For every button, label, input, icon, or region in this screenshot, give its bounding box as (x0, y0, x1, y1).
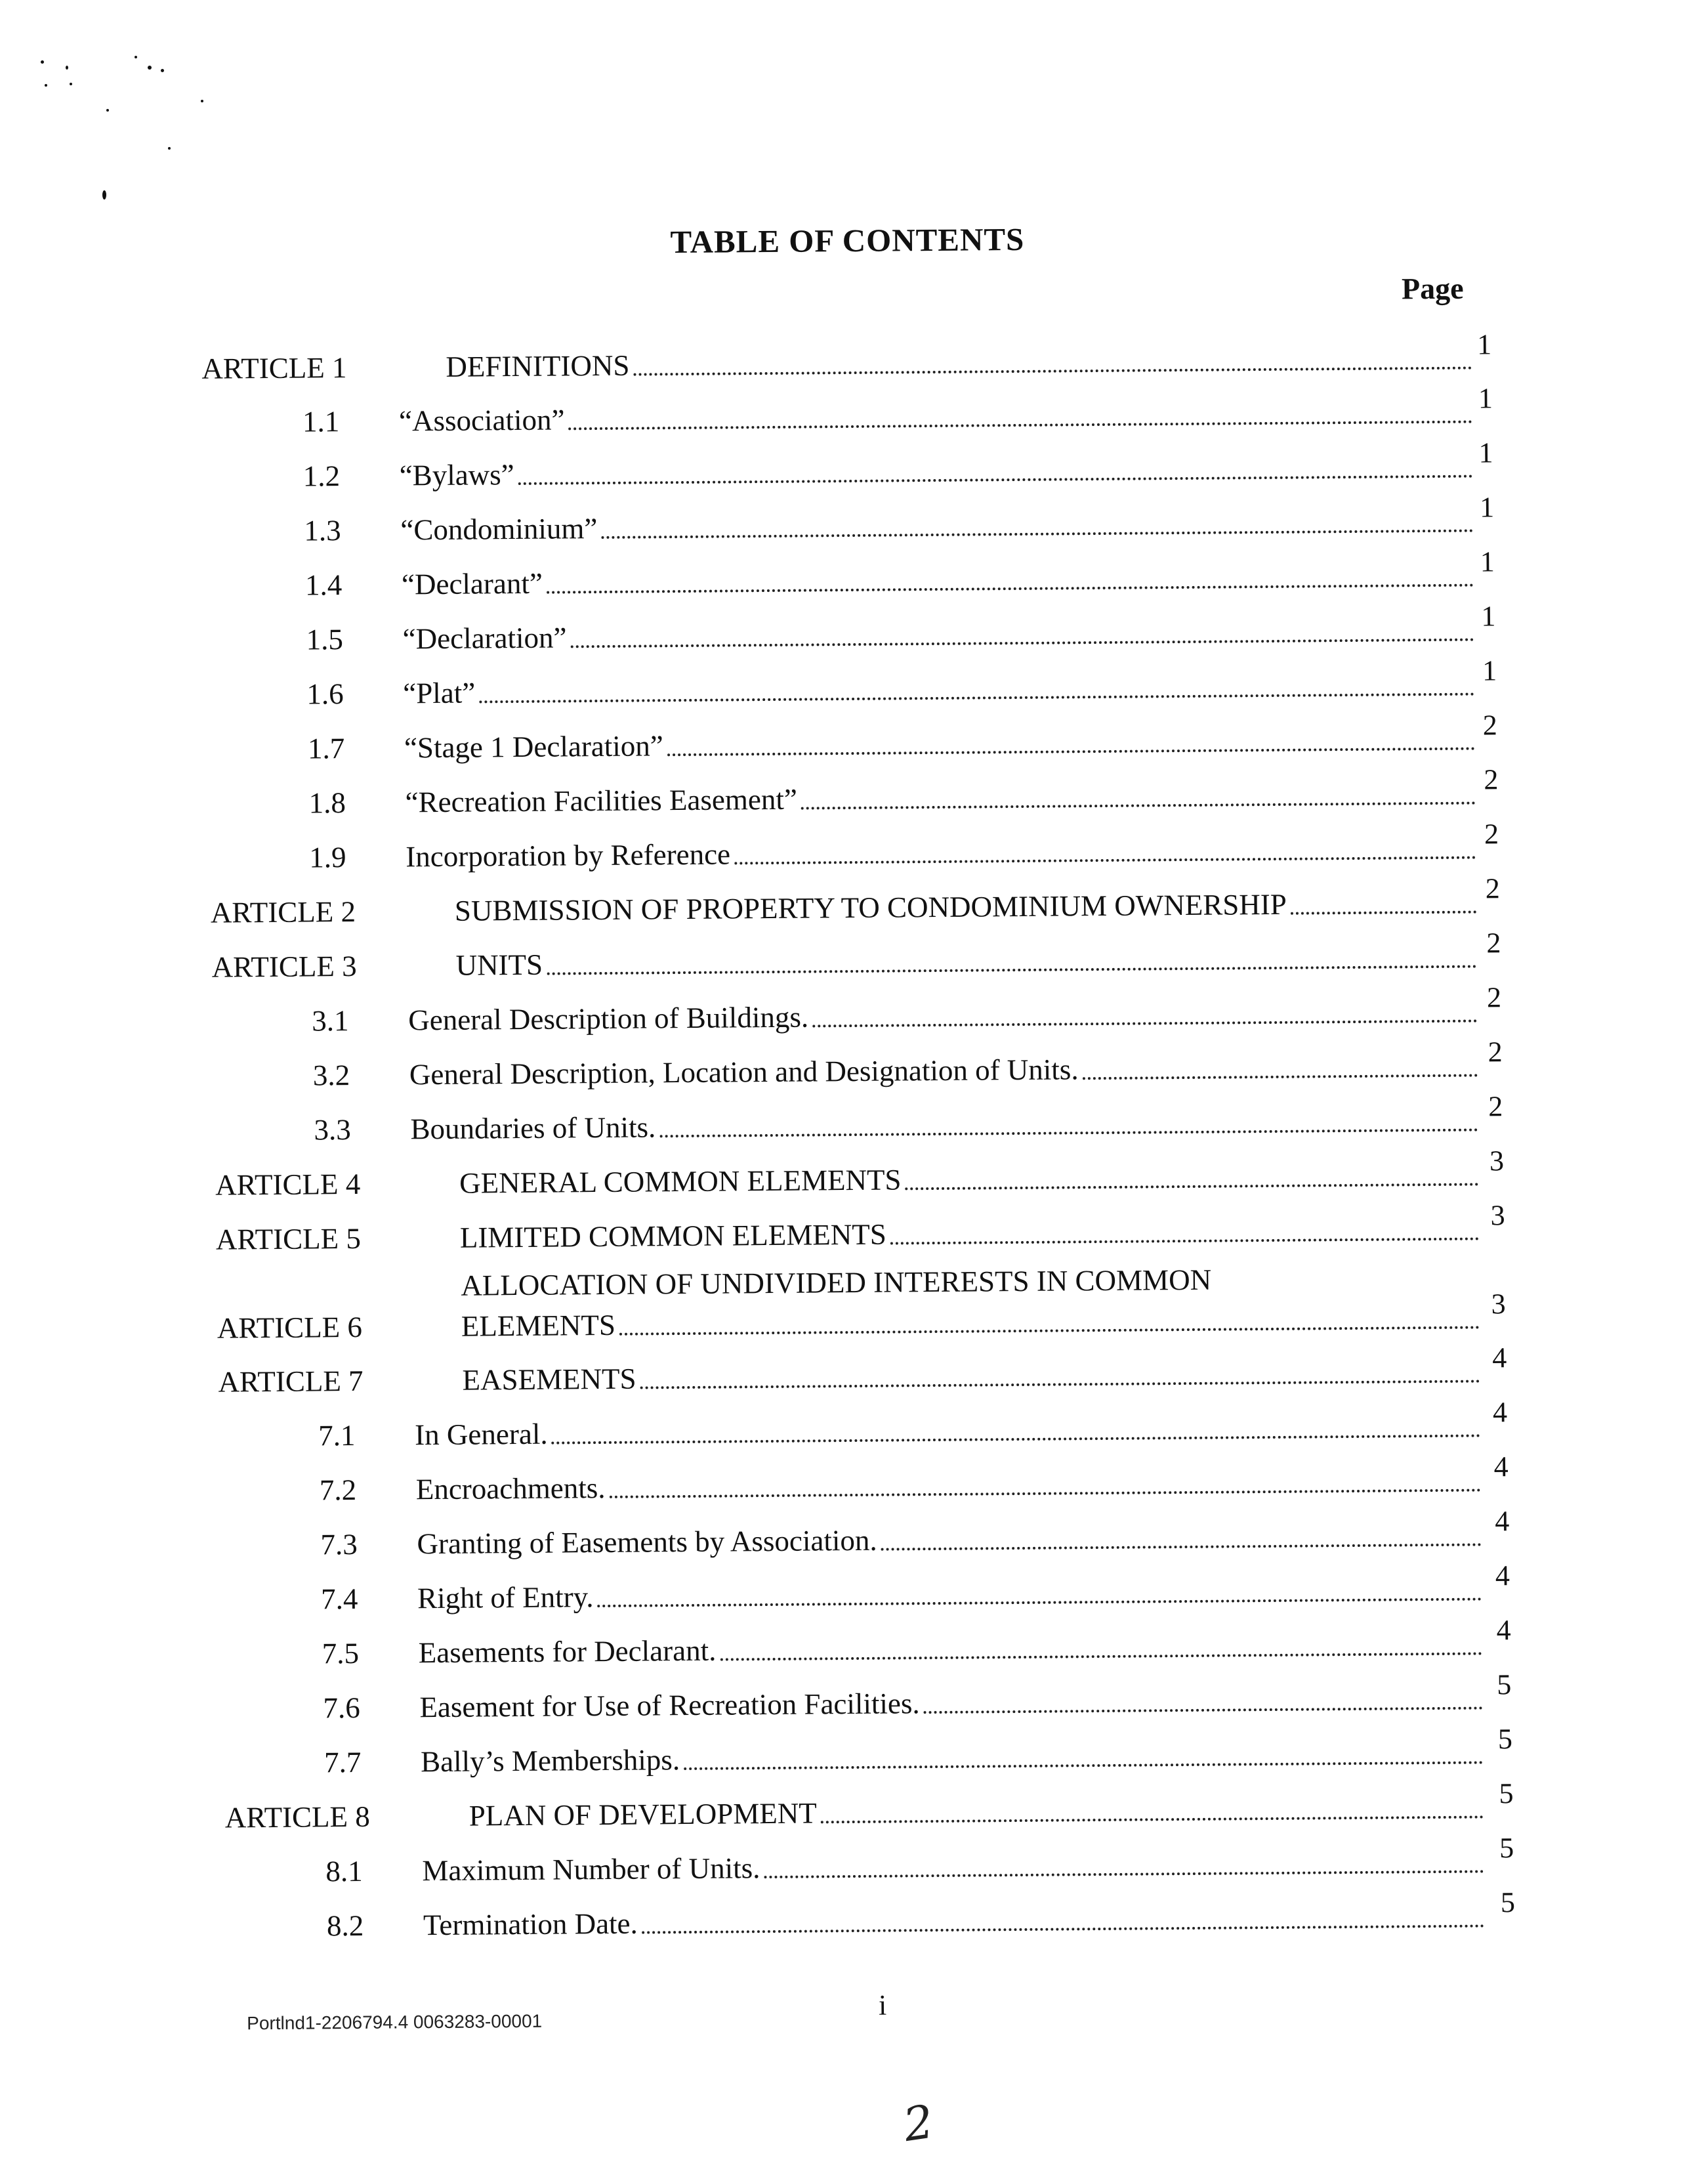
toc-entry-title: “Recreation Facilities Easement” (405, 782, 800, 820)
toc-entry (0, 927, 1707, 986)
toc-entry-number: 1.4 (304, 568, 343, 602)
toc-entry (6, 1832, 1708, 1891)
footer-document-id: Portlnd1-2206794.4 0063283-00001 (247, 2010, 543, 2034)
toc-entry (0, 328, 1703, 387)
toc-entry-number: 7.3 (320, 1527, 358, 1561)
toc-entry-page: 1 (1480, 545, 1495, 578)
toc-entry-page: 1 (1479, 491, 1495, 524)
dot-leader (659, 1129, 1478, 1138)
toc-entry-page: 1 (1478, 382, 1493, 415)
toc-entry-title: ELEMENTS (461, 1308, 618, 1343)
toc-entry-page: 2 (1488, 1090, 1503, 1123)
dot-leader (547, 965, 1476, 975)
toc-entry-title-with-leader (409, 1049, 1482, 1091)
toc-entry-page: 2 (1484, 763, 1499, 796)
toc-entry-title: “Plat” (403, 675, 478, 710)
toc-entry-title: Encroachments. (416, 1471, 608, 1506)
dot-leader (610, 1489, 1481, 1498)
dot-leader (633, 367, 1472, 376)
dot-leader (906, 1183, 1479, 1191)
toc-entry-page: 2 (1482, 709, 1497, 742)
toc-entry (0, 818, 1706, 877)
dot-leader (667, 748, 1475, 757)
toc-entry-title-with-leader (419, 1627, 1486, 1670)
toc-entry-page: 1 (1478, 436, 1493, 469)
toc-entry-page: 3 (1490, 1199, 1505, 1232)
toc-entry-page: 1 (1482, 654, 1497, 687)
toc-entry-title-with-leader (402, 613, 1478, 656)
toc-entry-title-with-leader (416, 1464, 1485, 1506)
toc-entry-number: 1.9 (309, 841, 346, 874)
toc-entry-number: 7.6 (323, 1691, 360, 1725)
toc-entry-title: Bally’s Memberships. (421, 1742, 682, 1779)
toc-entry (0, 1090, 1708, 1149)
toc-entry-title: EASEMENTS (462, 1362, 638, 1397)
toc-entry (0, 709, 1705, 768)
toc-entry-title: DEFINITIONS (446, 348, 632, 384)
toc-entry-page: 4 (1495, 1505, 1510, 1538)
dot-leader (642, 1924, 1484, 1933)
toc-entry-number: ARTICLE 4 (215, 1167, 361, 1202)
toc-entry (5, 1723, 1708, 1782)
toc-entry (3, 1396, 1708, 1455)
toc-entry-page: 5 (1497, 1668, 1512, 1701)
toc-entry-number: ARTICLE 7 (218, 1364, 364, 1399)
toc-title: TABLE OF CONTENTS (670, 221, 1025, 261)
toc-entry-title: Termination Date. (423, 1907, 640, 1943)
dot-leader (569, 421, 1473, 431)
toc-entry-title-with-leader (462, 1355, 1484, 1397)
toc-entry (0, 763, 1706, 822)
page-column-header: Page (1401, 271, 1464, 306)
toc-entry (1, 1145, 1708, 1204)
toc-entry-page: 4 (1496, 1614, 1511, 1647)
toc-entry-title: LIMITED COMMON ELEMENTS (460, 1217, 889, 1255)
dot-leader (881, 1544, 1482, 1551)
toc-entry-title: “Association” (399, 402, 568, 438)
toc-entry-number: 8.1 (325, 1854, 363, 1888)
toc-entry-number: 3.3 (314, 1113, 351, 1147)
toc-entry-number: ARTICLE 2 (210, 895, 356, 929)
toc-entry (5, 1668, 1708, 1727)
toc-entry-title: General Description of Buildings. (408, 1000, 811, 1037)
dot-leader (684, 1761, 1483, 1770)
toc-entry-number: 1.2 (302, 459, 341, 493)
toc-entry-title: “Condominium” (400, 511, 600, 547)
dot-leader (890, 1238, 1479, 1245)
toc-entry (6, 1777, 1708, 1836)
dot-leader (640, 1380, 1480, 1389)
dot-leader (619, 1326, 1480, 1336)
toc-entry-title: “Bylaws” (400, 457, 517, 492)
toc-entry-title-with-leader (408, 994, 1481, 1037)
toc-entry-title: SUBMISSION OF PROPERTY TO CONDOMINIUM OWNERSHIP (455, 887, 1289, 928)
dot-leader (821, 1815, 1484, 1823)
toc-entry-number: 1.7 (307, 732, 345, 765)
toc-entry-title: Easement for Use of Recreation Facilities. (419, 1686, 923, 1724)
toc-entry-title-with-leader (404, 722, 1479, 765)
toc-entry-page: 1 (1477, 328, 1492, 361)
toc-entry-title: In General. (415, 1417, 551, 1452)
dot-leader (1291, 911, 1476, 915)
toc-entry-number: 1.1 (302, 405, 340, 438)
toc-entry-title: Granting of Easements by Association. (417, 1523, 880, 1561)
dot-leader (1083, 1074, 1478, 1080)
toc-entry-title: “Declarant” (402, 566, 545, 602)
toc-entry-page: 3 (1489, 1145, 1505, 1177)
toc-entry-page: 2 (1488, 1036, 1503, 1068)
toc-entry-title-with-leader (403, 667, 1478, 710)
toc-entry-number: 1.8 (308, 786, 346, 820)
toc-entry (3, 1450, 1708, 1510)
toc-entry-title: PLAN OF DEVELOPMENT (469, 1796, 820, 1832)
toc-entry-page: 5 (1499, 1777, 1514, 1810)
toc-entry-page: 4 (1492, 1396, 1508, 1429)
toc-entry (0, 981, 1707, 1040)
toc-entry-number: 1.3 (304, 514, 341, 547)
toc-entry-page: 2 (1486, 981, 1502, 1014)
handwritten-page-mark: 2 (900, 2094, 937, 2153)
toc-entry-title: General Description, Location and Designation of Units. (409, 1052, 1081, 1091)
dot-leader (571, 639, 1474, 648)
dot-leader (547, 584, 1474, 594)
dot-leader (479, 693, 1474, 704)
toc-entry-number: 3.2 (312, 1059, 350, 1092)
toc-entry-page: 2 (1486, 927, 1501, 960)
toc-entry-number: 7.1 (318, 1418, 356, 1452)
toc-entry-title: UNITS (455, 948, 545, 982)
toc-entry (0, 491, 1704, 550)
toc-entry-title-with-leader (421, 1736, 1487, 1779)
toc-entry-number: 7.2 (319, 1473, 357, 1507)
toc-entry (0, 1036, 1708, 1095)
toc-entry-number: ARTICLE 5 (215, 1221, 362, 1256)
toc-entry-title-with-leader (422, 1845, 1488, 1888)
toc-entry-title-with-leader (469, 1790, 1488, 1832)
toc-entry-title: “Stage 1 Declaration” (404, 729, 666, 765)
toc-entry-page: 5 (1499, 1832, 1514, 1865)
toc-entry (0, 872, 1707, 931)
toc-entry-number: ARTICLE 1 (201, 351, 347, 385)
toc-entry-page: 1 (1481, 600, 1496, 633)
toc-entry-page: 4 (1493, 1450, 1509, 1483)
toc-entry-title-with-leader (455, 940, 1480, 982)
toc-entry-title-with-leader (417, 1573, 1486, 1615)
toc-entry (2, 1263, 1708, 1347)
toc-entry-number: ARTICLE 8 (224, 1800, 370, 1834)
footer-page-number: i (878, 1989, 887, 2021)
toc-entry-title-with-leader (406, 831, 1480, 874)
dot-leader (518, 475, 1473, 485)
toc-entry-page: 3 (1491, 1288, 1506, 1320)
toc-entry-title-with-leader (400, 450, 1477, 493)
toc-entry-number: 8.2 (326, 1909, 364, 1943)
toc-entry-title: Easements for Declarant. (419, 1634, 719, 1670)
toc-entry-number: 1.6 (306, 677, 344, 711)
dot-leader (812, 1020, 1477, 1028)
toc-entry (0, 436, 1703, 496)
dot-leader (601, 530, 1473, 539)
toc-entry-title: Right of Entry. (417, 1580, 596, 1615)
toc-entry-number: ARTICLE 3 (211, 949, 357, 984)
toc-entry-number: 1.5 (306, 623, 344, 656)
dot-leader (720, 1652, 1482, 1660)
toc-entry (0, 654, 1705, 713)
toc-entry-title-with-leader (423, 1899, 1488, 1942)
toc-entry-number: 7.5 (322, 1636, 360, 1670)
dot-leader (552, 1435, 1481, 1445)
toc-entry (0, 600, 1705, 659)
toc-entry (7, 1886, 1708, 1945)
toc-entry (1, 1199, 1708, 1258)
toc-entry-page: 5 (1497, 1723, 1513, 1756)
toc-entry-title-line1: ALLOCATION OF UNDIVIDED INTERESTS IN COMMON (461, 1263, 1212, 1302)
toc-entry (4, 1559, 1708, 1618)
toc-entry-title-with-leader (402, 559, 1478, 602)
toc-entry-title-with-leader (410, 1103, 1482, 1146)
dot-leader (598, 1597, 1482, 1607)
toc-entry (3, 1505, 1708, 1564)
toc-entry-title-with-leader (417, 1518, 1485, 1561)
toc-entry-title-with-leader (415, 1409, 1484, 1452)
toc-entry-title-with-leader (455, 885, 1480, 927)
toc-entry-title-with-leader (446, 342, 1476, 384)
toc-entry-title-with-leader (460, 1212, 1483, 1254)
toc-entry-title-with-leader (419, 1681, 1486, 1724)
dot-leader (801, 802, 1476, 810)
toc-entry-title-with-leader (405, 776, 1479, 819)
toc-entry-number: 7.7 (323, 1745, 362, 1779)
toc-entry-title: “Declaration” (402, 620, 569, 656)
toc-entry-page: 4 (1492, 1341, 1507, 1374)
toc-entry (5, 1614, 1708, 1673)
toc-entry-number: 7.4 (320, 1582, 358, 1616)
toc-entry-title: GENERAL COMMON ELEMENTS (459, 1162, 904, 1200)
dot-leader (734, 856, 1476, 865)
toc-entry (2, 1341, 1708, 1401)
toc-entry-number: ARTICLE 6 (217, 1310, 363, 1345)
toc-entry-title: Maximum Number of Units. (422, 1851, 762, 1888)
dot-leader (764, 1870, 1484, 1878)
toc-entry-title-with-leader (399, 396, 1476, 438)
toc-entry-number: 3.1 (312, 1004, 349, 1038)
dot-leader (924, 1706, 1483, 1714)
toc-entry-page: 5 (1500, 1886, 1516, 1919)
toc-entry-page: 4 (1495, 1559, 1510, 1592)
toc-entry-title: Incorporation by Reference (406, 837, 733, 874)
toc-entry-page: 2 (1485, 872, 1500, 905)
toc-entry-title-with-leader (461, 1301, 1484, 1343)
toc-entry-page: 2 (1484, 818, 1499, 851)
toc-entry-title-with-leader (400, 505, 1477, 547)
toc-entry (0, 382, 1703, 441)
toc-entry-title-with-leader (459, 1158, 1482, 1200)
toc-entry (0, 545, 1704, 604)
toc-entry-title: Boundaries of Units. (410, 1110, 658, 1146)
